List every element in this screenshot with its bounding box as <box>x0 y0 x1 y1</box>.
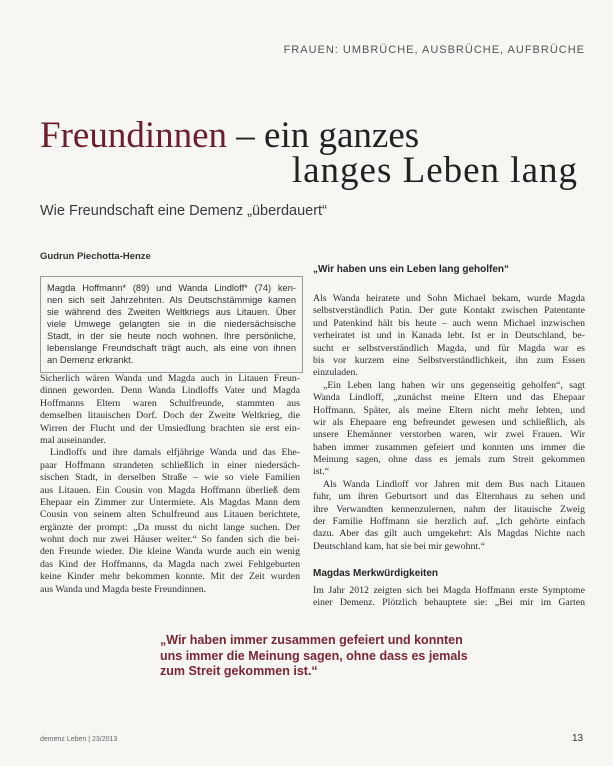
paragraph <box>160 633 550 680</box>
pull-quote-line: uns immer die Meinung sagen, ohne dass es jemals <box>160 648 468 663</box>
pull-quote-line: zum Streit gekommen ist.“ <box>160 664 318 678</box>
body-line: ihre Verwandten kennenzulernen, nahm der litauische Zweig <box>313 503 585 515</box>
body-line: ist.“ <box>313 466 330 478</box>
body-line: aus Wanda und Magda beste Freundinnen. <box>40 583 207 595</box>
body-line: sucht er selbstverständlich Magda, und für Magda war es <box>313 342 585 354</box>
body-line: Deutschland kam, hat sie bei mir gewohnt.“ <box>313 540 485 552</box>
body-line: verheiratet ist und in Kanada lebt. Ist er in Deutschland, be- <box>313 330 585 342</box>
article-subtitle: Wie Freundschaft eine Demenz „überdauert“ <box>40 203 327 219</box>
body-line: „Ein Leben lang haben wir uns gegenseitig geholfen“, sagt <box>323 379 585 391</box>
author-byline: Gudrun Piechotta-Henze <box>40 251 151 262</box>
body-line: einzuladen. <box>313 367 358 379</box>
body-line: unsere Ehemänner verstorben waren, wir zwei Frauen. Wir <box>313 429 585 441</box>
paragraph <box>313 380 585 479</box>
right-column-continued <box>313 585 585 610</box>
body-line: demselben litauischen Dorf. Doch der Zweite Weltkrieg, die <box>40 410 300 422</box>
intro-line: viele Umwege gelangten sie in die niedersächsische <box>47 319 296 329</box>
body-line: Meinung sagen, ohne dass es jemals zum Streit gekommen <box>313 454 585 466</box>
body-line: wir als Ehepaare eng befreundet gewesen und schließlich, als <box>313 416 585 428</box>
body-line: der Familie Hoffmann sie herzlich auf. „Ich gehörte einfach <box>313 516 585 528</box>
paragraph <box>313 479 585 553</box>
right-column <box>313 293 585 553</box>
body-line: Ehepaar ein Zimmer zur Untermiete. Als Magdas Mann dem <box>40 496 300 508</box>
title-line1-rest: – ein ganzes <box>236 115 420 156</box>
body-line: das Kind der Hoffmanns, da Magda nach zwei Fehlgeburten <box>40 558 300 570</box>
body-line: Hoffmanns Eltern waren Schulfreunde, stammten aus <box>40 397 300 409</box>
body-line: dinnen geworden. Denn Wanda Lindloffs Vater und Magda <box>40 385 300 397</box>
body-line: Lindloffs und ihre damals elfjährige Wanda und das Ehe- <box>50 447 300 459</box>
intro-line: Magda Hoffmann* (89) und Wanda Lindloff* (74) ken- <box>47 283 296 293</box>
subheading: „Wir haben uns ein Leben lang geholfen“ <box>313 264 510 275</box>
body-line: Sicherlich wären Wanda und Magda auch in Litauen Freun- <box>40 373 300 384</box>
subheading: Magdas Merkwürdigkeiten <box>313 568 439 579</box>
body-line: sischen Stadt, in derselben Straße – wie so viele Familien <box>40 472 300 484</box>
body-line: einer Demenz. Plötzlich behauptete sie: „Bei mir im Garten <box>313 597 585 609</box>
paragraph <box>313 585 585 610</box>
body-line: aus Litauen. Ein Cousin von Magda Hoffmann überließ dem <box>40 484 300 496</box>
body-line: fuhr, um ihren Geburtsort und das Elternhaus zu sehen und <box>313 491 585 503</box>
body-line: Cousin von seinem alten Schulfreund aus Litauen berichtete, <box>40 509 300 521</box>
intro-line: sie während des Zweiten Weltkriegs aus Litauen. Über <box>47 307 296 317</box>
body-line: wohnt doch nur zwei Häuser weiter.“ So fanden sich die bei- <box>40 534 300 546</box>
page-number: 13 <box>572 733 584 744</box>
intro-line: Stadt, in der sie heute noch wohnen. Ihre persönliche, <box>47 331 296 341</box>
paragraph <box>47 282 296 366</box>
intro-line: lebenslange Freundschaft trägt auch, als eine von ihnen <box>47 343 296 353</box>
body-line: und Patenkind hält bis heute – auch wenn Michael inzwischen <box>313 317 585 329</box>
paragraph <box>40 373 300 447</box>
body-line: Als Wanda heiratete und Sohn Michael bekam, wurde Magda <box>313 293 585 304</box>
body-line: ergänzte der prompt: „Da musst du nicht lange suchen. Der <box>40 521 300 533</box>
body-line: Wanda Lindloff, „zunächst meine Eltern und das Ehepaar <box>313 392 585 404</box>
footer-publication: demenz Leben | 23/2013 <box>40 736 118 743</box>
paragraph <box>313 293 585 380</box>
body-line: paar Hoffmann strandeten schließlich in einer niedersäch- <box>40 459 300 471</box>
body-line: Wirren der Flucht und der Umsiedlung brachten sie erst ein- <box>40 422 300 434</box>
body-line: Im Jahr 2012 zeigten sich bei Magda Hoffmann erste Symptome <box>313 585 585 596</box>
body-line: selbstverständlich Patin. Der gute Kontakt zwischen Patentante <box>313 305 585 317</box>
intro-line: an Demenz erkrankt. <box>47 355 134 365</box>
intro-line: nen sich seit Jahrzehnten. Als Deutschstämmige kamen <box>47 295 296 305</box>
body-line: bis vor kurzem eine Selbstverständlichkeit, ihn zum Essen <box>313 354 585 366</box>
body-line: den Freunde wieder. Die kleine Wanda wurde auch ein wenig <box>40 546 300 558</box>
intro-box <box>40 276 303 373</box>
title-line2: langes Leben lang <box>291 150 578 191</box>
title-accent: Freundinnen <box>40 115 228 156</box>
paragraph <box>40 447 300 596</box>
pull-quote-line: „Wir haben immer zusammen gefeiert und konnten <box>160 633 463 647</box>
section-header: FRAUEN: UMBRÜCHE, AUSBRÜCHE, AUFBRÜCHE <box>283 44 585 56</box>
body-line: keine Kinder mehr bekommen konnte. Mit der Zeit wurden <box>40 571 300 583</box>
body-line: Hoffmann. Später, als meine Eltern nicht mehr lebten, und <box>313 404 585 416</box>
body-line: haben immer zusammen gefeiert und konnten uns immer die <box>313 441 585 453</box>
body-line: mal auseinander. <box>40 434 106 446</box>
pull-quote <box>160 633 550 680</box>
body-line: dazu. Aber das gilt auch umgekehrt: Als Magdas Nichte nach <box>313 528 585 540</box>
left-column <box>40 373 300 596</box>
body-line: Als Wanda Lindloff vor Jahren mit dem Bus nach Litauen <box>323 478 585 490</box>
